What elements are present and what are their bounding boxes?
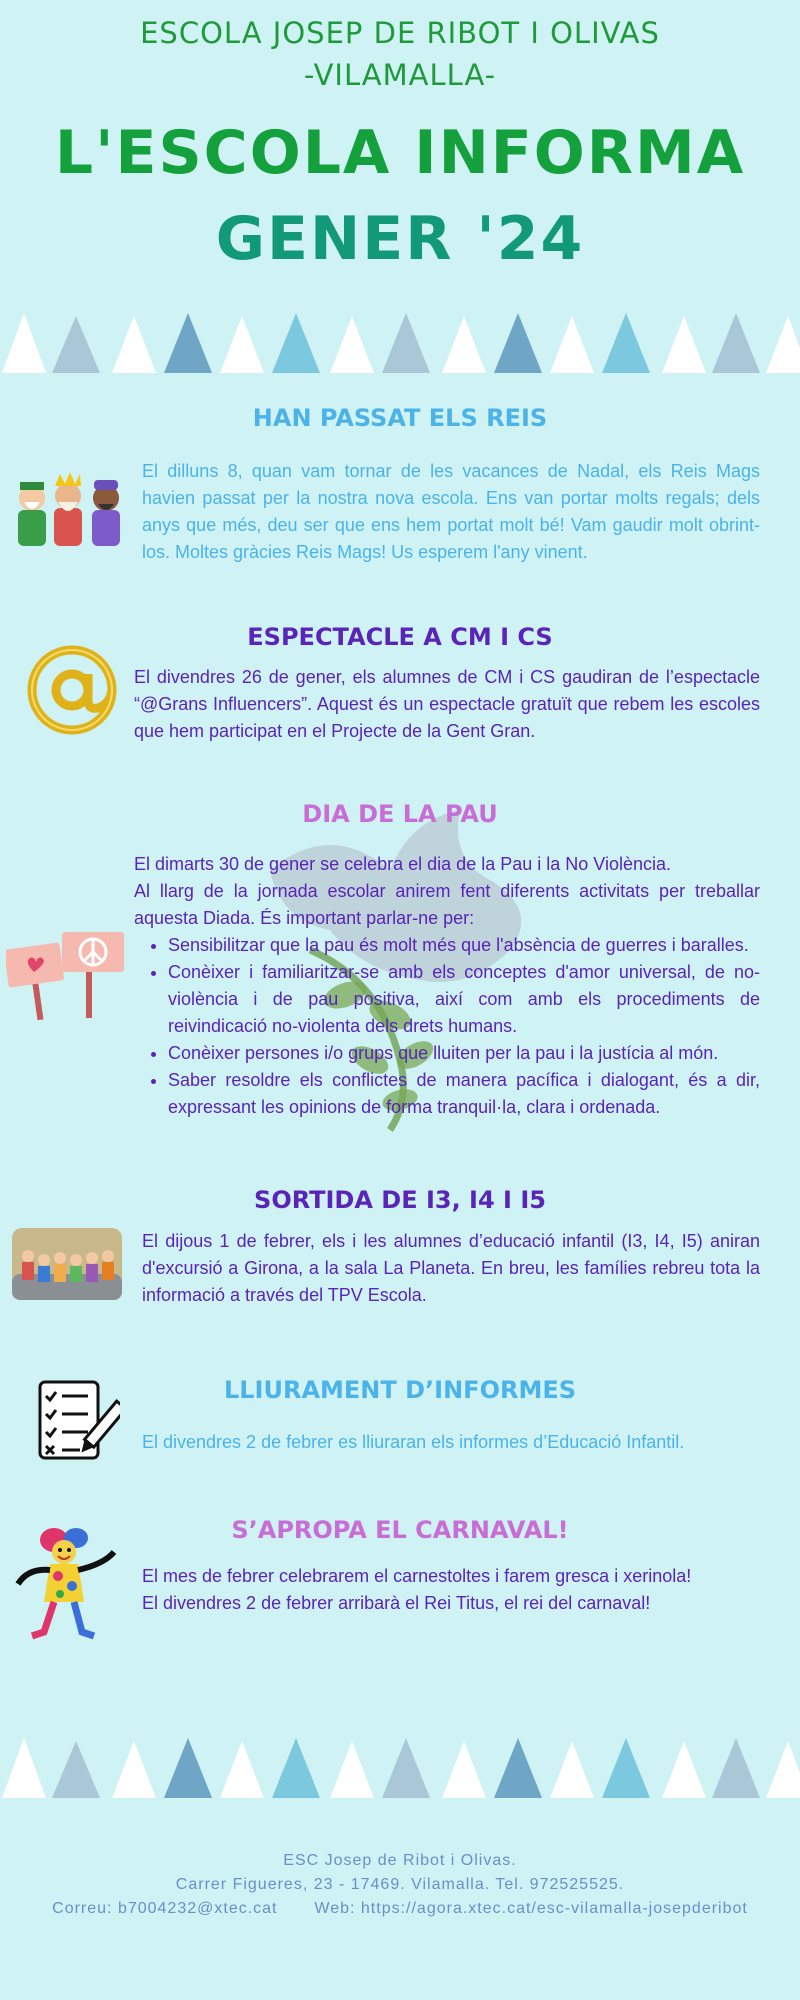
list-item: • Conèixer i familiaritzar-se amb els conceptes d'amor universal, de no-violència i de pau positiva, així com amb els procediments de reivindicació no-violenta dels drets humans.: [168, 959, 760, 1040]
pau-intro-2: Al llarg de la jornada escolar anirem fent diferents activitats per treballar aquesta Diada. És important parlar-ne per:: [134, 881, 760, 928]
carnaval-line-1: El mes de febrer celebrarem el carnestoltes i farem gresca i xerinola!: [142, 1566, 692, 1586]
espectacle-text: El divendres 26 de gener, els alumnes de CM i CS gaudiran de l’espectacle “@Grans Influencers”. Aquest és un espectacle gratuït que rebem les escoles que hem participat en el Projecte de la Gent Gran.: [134, 667, 760, 741]
children-group-icon: [12, 1228, 122, 1300]
tree-border-top: [0, 308, 800, 378]
list-item: • Sensibilitzar que la pau és molt més que l'absència de guerres i baralles.: [168, 932, 760, 959]
footer-email[interactable]: Correu: b7004232@xtec.cat: [52, 1900, 278, 1917]
pau-intro-1: El dimarts 30 de gener se celebra el dia de la Pau i la No Violència.: [134, 854, 671, 874]
three-kings-icon: [10, 468, 128, 548]
sortida-heading: SORTIDA DE I3, I4 I I5: [254, 1186, 546, 1214]
footer-address: Carrer Figueres, 23 - 17469. Vilamalla. Tel. 972525525.: [175, 1876, 625, 1893]
list-item: • Saber resoldre els conflictes de manera pacífica i dialogant, és a dir, expressant les opinions de forma tranquil·la, clara i ordenada.: [168, 1067, 760, 1121]
tree-border-bottom: [0, 1733, 800, 1803]
carnaval-heading: S’APROPA EL CARNAVAL!: [231, 1516, 569, 1544]
sortida-text: El dijous 1 de febrer, els i les alumnes d’educació infantil (I3, I4, I5) aniran d'excursió a Girona, a la sala La Planeta. En breu, les famílies rebreu tota la informació a través del TPV Escola.: [142, 1231, 760, 1305]
pau-list: [134, 932, 760, 1121]
footer-contact: [0, 1897, 800, 1921]
page-subtitle: GENER '24: [215, 204, 585, 274]
school-name: ESCOLA JOSEP DE RIBOT I OLIVAS: [140, 16, 660, 50]
footer-name: ESC Josep de Ribot i Olivas.: [283, 1852, 517, 1869]
list-item: • Conèixer persones i/o grups que lluiten per la pau i la justícia al món.: [168, 1040, 760, 1067]
at-sign-icon: [26, 644, 118, 736]
carnival-jester-icon: [14, 1524, 124, 1642]
informes-text: El divendres 2 de febrer es lliuraran els informes d’Educació Infantil.: [142, 1432, 685, 1452]
footer-web[interactable]: Web: https://agora.xtec.cat/esc-vilamalla-josepderibot: [314, 1900, 748, 1917]
reis-heading: HAN PASSAT ELS REIS: [252, 404, 548, 432]
carnaval-line-2: El divendres 2 de febrer arribarà el Rei Titus, el rei del carnaval!: [142, 1593, 651, 1613]
informes-heading: LLIURAMENT D’INFORMES: [223, 1376, 577, 1404]
pau-heading: DIA DE LA PAU: [302, 800, 498, 828]
page-title: L'ESCOLA INFORMA: [54, 118, 746, 188]
peace-signs-icon: [6, 920, 124, 1020]
reis-text: El dilluns 8, quan vam tornar de les vacances de Nadal, els Reis Mags havien passat per la nostra nova escola. Ens van portar molts regals; dels anys que més, deu ser que ens hem portat molt bé! Vam gaudir molt obrint-los. Moltes gràcies Reis Mags! Us esperem l'any vinent.: [142, 461, 760, 562]
school-town: -VILAMALLA-: [303, 58, 497, 92]
espectacle-heading: ESPECTACLE A CM I CS: [247, 623, 553, 651]
checklist-pencil-icon: [36, 1378, 120, 1462]
